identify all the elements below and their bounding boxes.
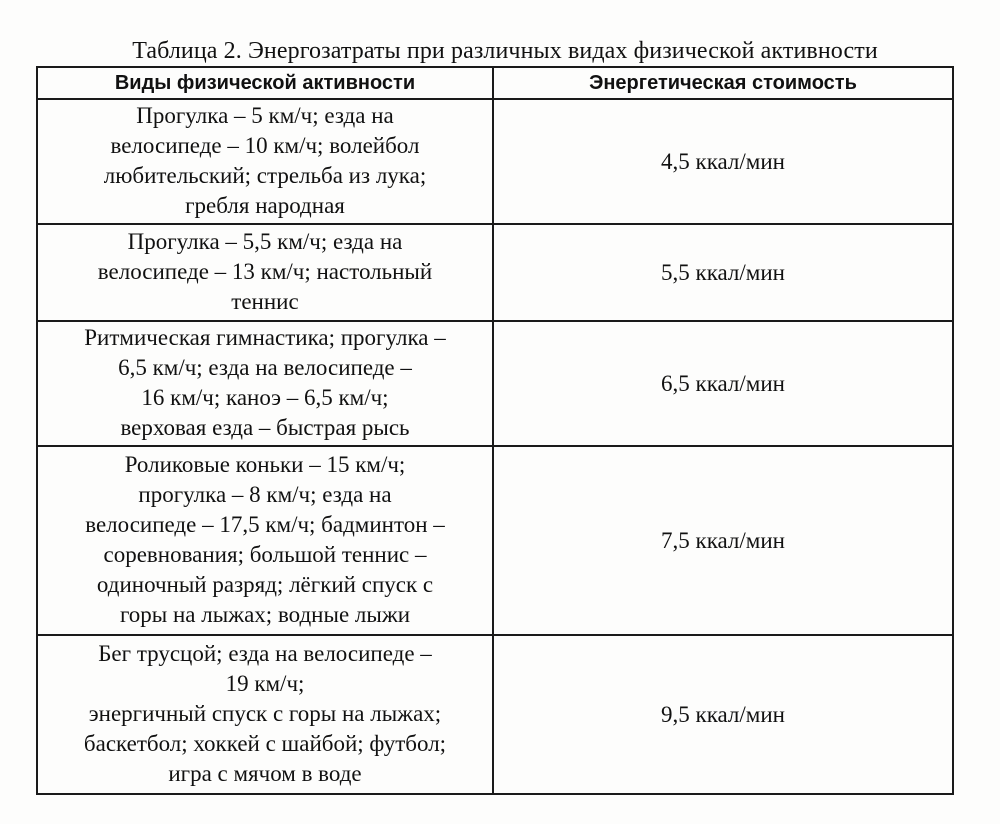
table-caption: Таблица 2. Энергозатраты при различных видах физической активности bbox=[132, 38, 878, 64]
table-row bbox=[37, 635, 953, 794]
cost-cell: 6,5 ккал/мин bbox=[493, 321, 953, 446]
table-row bbox=[37, 321, 953, 446]
cost-cell: 7,5 ккал/мин bbox=[493, 446, 953, 635]
table-row bbox=[37, 224, 953, 321]
table-row bbox=[37, 446, 953, 635]
table-header-row bbox=[37, 67, 953, 99]
header-energy-cost: Энергетическая стоимость bbox=[493, 67, 953, 99]
activity-cell: Роликовые коньки – 15 км/ч; прогулка – 8 км/ч; езда на велосипеде – 17,5 км/ч; бадминтон – соревнования; большой теннис – одиночный разряд; лёгкий спуск с горы на лыжах; водные лыжи bbox=[37, 446, 493, 635]
cost-cell: 9,5 ккал/мин bbox=[493, 635, 953, 794]
activity-cell: Прогулка – 5,5 км/ч; езда на велосипеде – 13 км/ч; настольный теннис bbox=[37, 224, 493, 321]
activity-cell: Бег трусцой; езда на велосипеде – 19 км/ч; энергичный спуск с горы на лыжах; баскетбол; хоккей с шайбой; футбол; игра с мячом в воде bbox=[37, 635, 493, 794]
cost-cell: 4,5 ккал/мин bbox=[493, 99, 953, 224]
table-row bbox=[37, 99, 953, 224]
energy-cost-table bbox=[36, 66, 954, 795]
header-activity: Виды физической активности bbox=[37, 67, 493, 99]
activity-cell: Прогулка – 5 км/ч; езда на велосипеде – 10 км/ч; волейбол любительский; стрельба из лука; гребля народная bbox=[37, 99, 493, 224]
cost-cell: 5,5 ккал/мин bbox=[493, 224, 953, 321]
activity-cell: Ритмическая гимнастика; прогулка – 6,5 км/ч; езда на велосипеде – 16 км/ч; каноэ – 6,5 км/ч; верховая езда – быстрая рысь bbox=[37, 321, 493, 446]
